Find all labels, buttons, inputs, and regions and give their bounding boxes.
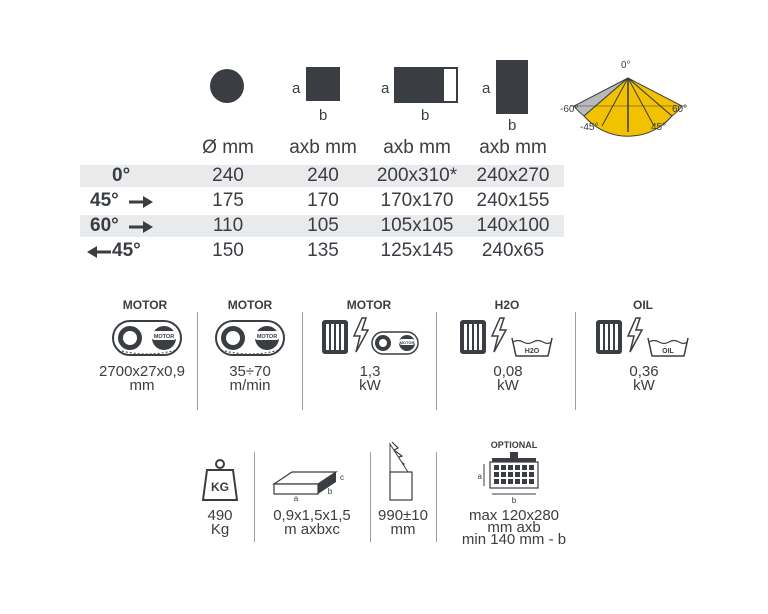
table-cell: 240 [212, 165, 244, 186]
spec-value-line2: kW [359, 377, 381, 394]
table-cell: 140x100 [476, 215, 550, 236]
motor-badge: MOTOR [399, 340, 415, 345]
arrow-left-icon [86, 245, 112, 259]
spec-value-line1: 0,36 [629, 363, 659, 380]
table-cell: 240x270 [476, 165, 550, 186]
table-cell: 240x65 [481, 240, 545, 261]
optional-label: OPTIONAL [490, 440, 538, 450]
divider [575, 312, 576, 410]
spec-value-line1: 990±10 [378, 507, 428, 524]
kg-badge: KG [211, 480, 229, 494]
blade-pulleys-icon [110, 318, 184, 358]
angle-0-label: 0° [621, 60, 631, 71]
motor-power-icon [318, 314, 422, 358]
table-cell: 170x170 [380, 190, 454, 211]
spec-value-line1: max 120x280 [468, 507, 560, 524]
square-b-label: b [319, 107, 328, 124]
square-a-label: a [292, 80, 301, 97]
table-cell: 240 [307, 165, 339, 186]
divider [436, 452, 437, 542]
h2o-badge: H2O [524, 348, 540, 355]
table-cell: 135 [307, 240, 339, 261]
arrow-right-icon [128, 220, 154, 234]
spec-value-line2: kW [633, 377, 655, 394]
dimensions-box-icon [270, 466, 350, 502]
vise-b-label: b [511, 496, 517, 505]
header-rect-tall: axb mm [479, 137, 547, 158]
motor-badge: MOTOR [256, 334, 278, 340]
blade-speed-icon [213, 318, 287, 358]
table-cell: 110 [212, 215, 244, 236]
spec-value-line3: min 140 mm - b [461, 531, 567, 548]
arrow-right-icon [128, 195, 154, 209]
divider [436, 312, 437, 410]
spec-value-line2: mm [129, 377, 155, 394]
header-rect-wide: axb mm [383, 137, 451, 158]
spec-value-line2: mm [390, 521, 416, 538]
oil-badge: OIL [662, 348, 674, 355]
table-cell: 105x105 [380, 215, 454, 236]
spec-value-line2: kW [497, 377, 519, 394]
vise-a-label: a [477, 472, 482, 481]
header-square: axb mm [289, 137, 357, 158]
spec-value-line1: 35÷70 [229, 363, 271, 380]
motor-badge: MOTOR [153, 334, 175, 340]
dim-c-label: c [340, 473, 344, 482]
rect-tall-section-icon [496, 60, 528, 114]
dim-a-label: a [293, 494, 299, 503]
angle-60-right: 60° [90, 215, 119, 236]
spec-title-motor: MOTOR [346, 298, 392, 312]
rect-wide-a-label: a [381, 80, 390, 97]
spec-value-line1: 0,9x1,5x1,5 [273, 507, 351, 524]
divider [302, 312, 303, 410]
angle-60-label: 60° [672, 104, 688, 115]
spec-value-line1: 0,08 [493, 363, 523, 380]
table-cell: 170 [307, 190, 339, 211]
oil-pump-icon [592, 314, 696, 360]
angle-45-left: 45° [112, 240, 141, 261]
spec-value-line2: Kg [210, 521, 230, 538]
coolant-pump-icon [456, 314, 560, 360]
table-cell: 125x145 [380, 240, 454, 261]
dim-b-label: b [327, 487, 333, 496]
angle-45-label: 45° [651, 122, 667, 133]
spec-value-line2: m/min [229, 377, 271, 394]
weight-icon [201, 458, 239, 502]
working-height-icon [386, 438, 426, 504]
spec-value-line2: mm axb [487, 519, 541, 536]
divider [197, 312, 198, 410]
spec-title-oil: OIL [633, 298, 653, 312]
spec-value-line1: 2700x27x0,9 [99, 363, 185, 380]
rect-wide-section-icon [394, 67, 458, 103]
spec-title-coolant: H2O [494, 298, 520, 312]
angle-0: 0° [112, 165, 131, 186]
rect-tall-b-label: b [508, 117, 517, 134]
angle-45-right: 45° [90, 190, 119, 211]
rect-wide-b-label: b [421, 107, 430, 124]
table-cell: 200x310* [376, 165, 458, 186]
table-cell: 240x155 [476, 190, 550, 211]
spec-title-blade: MOTOR [122, 298, 168, 312]
table-cell: 175 [212, 190, 244, 211]
rect-tall-a-label: a [482, 80, 491, 97]
round-section-icon [210, 69, 244, 103]
spec-value-line1: 1,3 [359, 363, 381, 380]
spec-value-line2: m axbxc [284, 521, 340, 538]
table-cell: 105 [307, 215, 339, 236]
angle-minus45-label: -45° [580, 122, 599, 133]
table-cell: 150 [212, 240, 244, 261]
angle-minus60-label: -60° [560, 104, 579, 115]
spec-value-line1: 490 [207, 507, 233, 524]
square-section-icon [306, 67, 340, 101]
spec-title-speed: MOTOR [227, 298, 273, 312]
bundle-vise-icon [477, 452, 548, 505]
header-round: Ø mm [202, 137, 254, 158]
